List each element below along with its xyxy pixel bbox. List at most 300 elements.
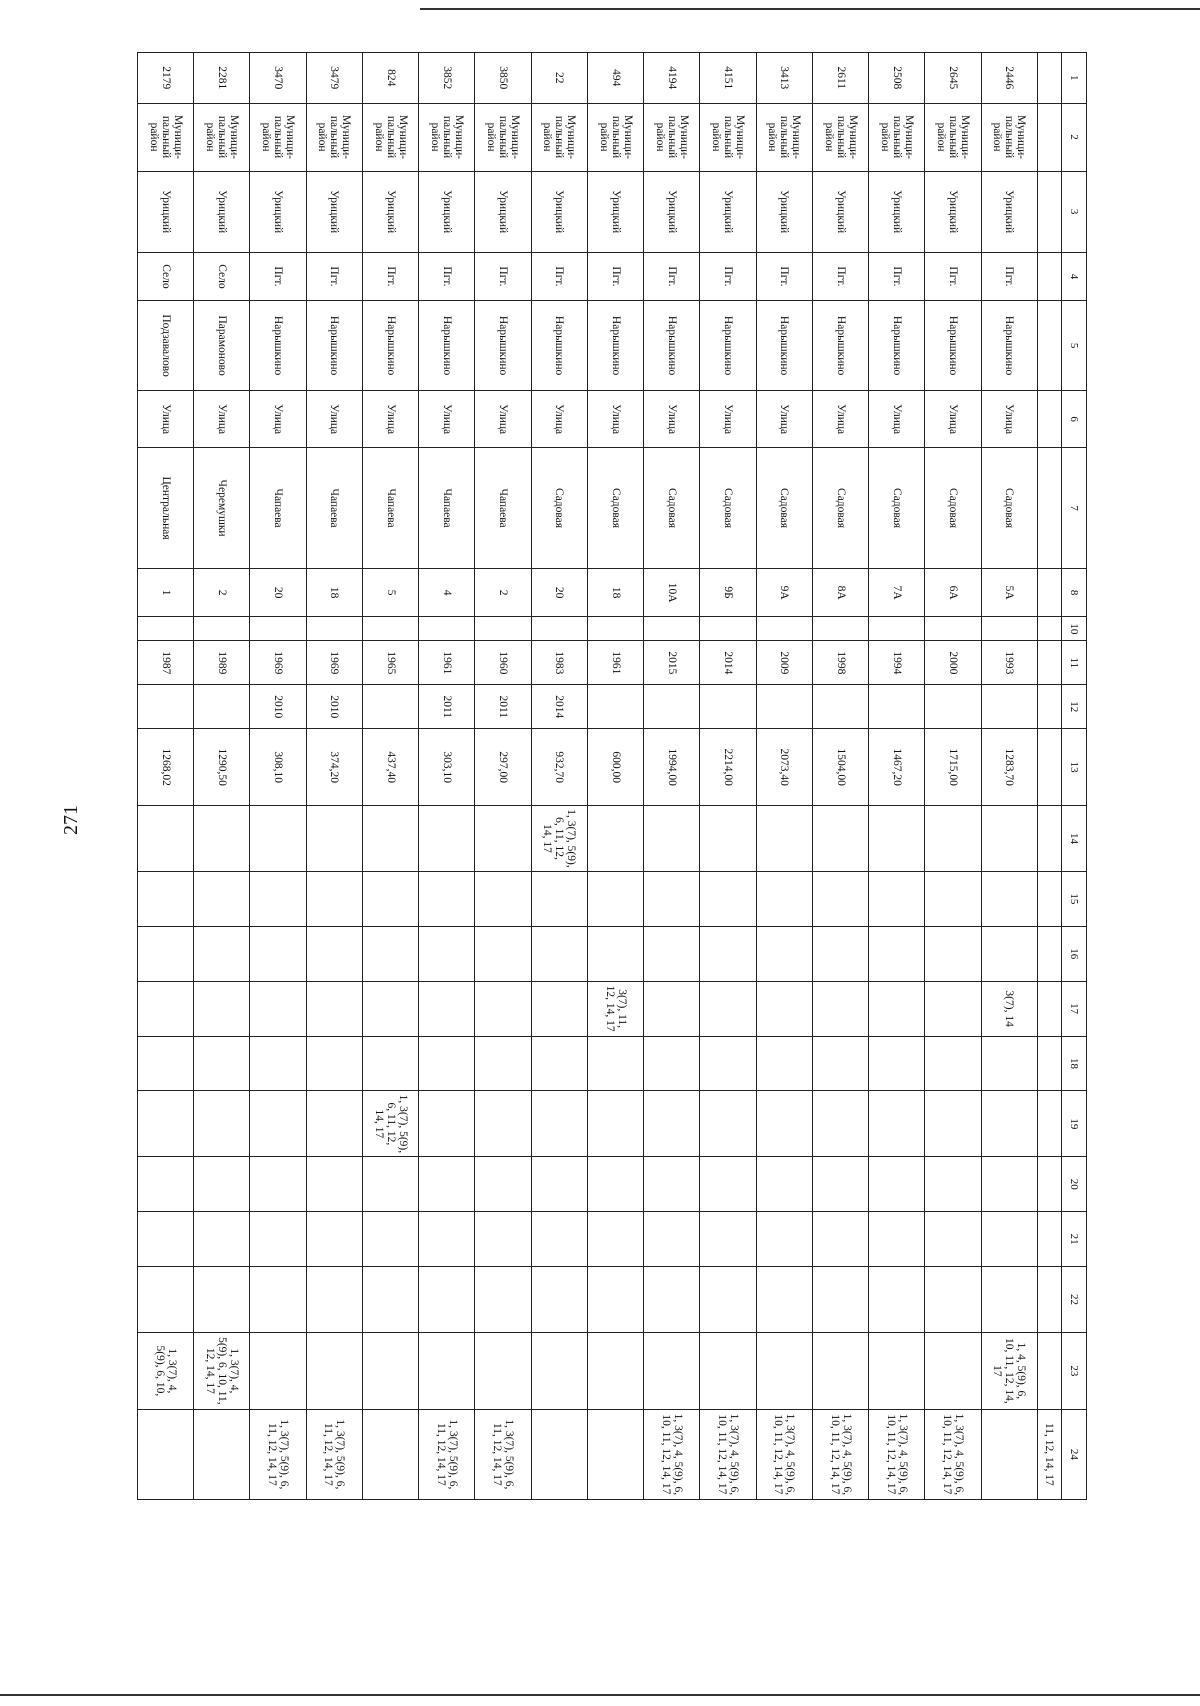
table-cell-c24: 1, 3(7), 5(9), 6, 11, 12, 14, 17 [306,1409,362,1499]
table-cell-c6: Улица [531,391,587,448]
table-cell-c13: 1290,50 [194,729,250,806]
table-cell-c3: Урицкий [306,171,362,252]
table-cell-c18 [981,1036,1037,1091]
table-cell-c19 [981,1091,1037,1157]
table-row [869,53,925,1500]
table-cell-c6: Улица [363,391,419,448]
table-cell-c15 [981,871,1037,926]
table-cell-c20 [306,1157,362,1212]
table-cell-c12 [644,685,700,729]
table-cell-c21 [531,1212,587,1267]
table-cell-c12 [925,685,981,729]
table-cell-c14 [475,806,531,872]
table-cell-c21 [475,1212,531,1267]
table-cell-c5: Нарышкино [981,301,1037,391]
table-cell-c21 [756,1212,812,1267]
table-cell-c4: Пгт. [925,252,981,300]
table-cell-c6: Улица [250,391,306,448]
table-cell [1038,641,1062,685]
table-cell [1038,926,1062,981]
table-cell-c10 [756,617,812,641]
table-cell-c23 [644,1332,700,1409]
table-cell [1038,568,1062,616]
table-cell-c5: Нарышкино [419,301,475,391]
table-cell-c1: 2611 [813,53,869,104]
table-cell [1038,53,1062,104]
table-cell-c21 [588,1212,644,1267]
table-cell-c12: 2011 [475,685,531,729]
table-cell-c19 [756,1091,812,1157]
table-cell-c2: Муници-пальный район [756,103,812,171]
table-cell-c18 [419,1036,475,1091]
table-cell-c19 [531,1091,587,1157]
column-number-header: 3 [1062,171,1087,252]
table-cell-c17 [138,981,194,1036]
table-cell-c6: Улица [869,391,925,448]
table-cell-c5: Нарышкино [700,301,756,391]
table-cell-c20 [925,1157,981,1212]
table-cell-c8: 8А [813,568,869,616]
table-cell-c20 [644,1157,700,1212]
table-cell-c17 [700,981,756,1036]
table-cell-c19 [644,1091,700,1157]
table-cell-c6: Улица [644,391,700,448]
table-cell-c3: Урицкий [250,171,306,252]
table-cell-c3: Урицкий [644,171,700,252]
table-cell-c7: Центральная [138,448,194,569]
table-cell-c11: 1998 [813,641,869,685]
table-cell [1038,1267,1062,1333]
table-cell-c16 [644,926,700,981]
top-rule [420,8,1200,10]
table-cell-c14 [250,806,306,872]
table-cell-c22 [194,1267,250,1333]
table-cell-c23 [363,1332,419,1409]
table-cell-c17: 3(7), 11, 12, 14, 17 [588,981,644,1036]
table-cell-c8: 10А [644,568,700,616]
table-cell-c3: Урицкий [194,171,250,252]
table-cell-c17: 3(7), 14 [981,981,1037,1036]
table-cell [1038,871,1062,926]
table-cell [1038,448,1062,569]
table-cell-c21 [419,1212,475,1267]
table-cell-c14 [644,806,700,872]
table-cell-c2: Муници-пальный район [531,103,587,171]
table-cell-c24 [363,1409,419,1499]
column-number-header: 14 [1062,806,1087,872]
table-cell-c10 [588,617,644,641]
table-cell-c20 [419,1157,475,1212]
table-cell-c21 [813,1212,869,1267]
table-cell-c16 [531,926,587,981]
table-cell-c16 [250,926,306,981]
table-cell-c2: Муници-пальный район [250,103,306,171]
table-cell-c16 [756,926,812,981]
table-cell-c17 [419,981,475,1036]
table-cell-c19 [306,1091,362,1157]
table-cell-c21 [981,1212,1037,1267]
table-cell-c16 [981,926,1037,981]
table-cell-c4: Пгт. [756,252,812,300]
table-cell-c22 [700,1267,756,1333]
table-cell-c13: 1283,70 [981,729,1037,806]
table-cell-c5: Нарышкино [869,301,925,391]
table-cell-c21 [644,1212,700,1267]
table-cell-c16 [419,926,475,981]
column-number-header: 2 [1062,103,1087,171]
table-cell-c8: 7А [869,568,925,616]
table-cell-c12 [813,685,869,729]
table-cell-c5: Нарышкино [588,301,644,391]
table-cell-c4: Пгт. [363,252,419,300]
table-cell-c24 [531,1409,587,1499]
table-cell-c18 [644,1036,700,1091]
column-number-row [1062,53,1087,1500]
table-cell-c1: 2645 [925,53,981,104]
table-cell-c18 [475,1036,531,1091]
table-body [138,53,1062,1500]
table-cell-c22 [813,1267,869,1333]
table-cell-c2: Муници-пальный район [644,103,700,171]
table-cell-c19 [925,1091,981,1157]
column-number-header: 7 [1062,448,1087,569]
table-cell-c20 [531,1157,587,1212]
table-cell-c24: 1, 3(7), 4, 5(9), 6, 10, 11, 12, 14, 17 [644,1409,700,1499]
table-cell-c15 [138,871,194,926]
table-cell-c6: Улица [419,391,475,448]
table-cell-c11: 2014 [700,641,756,685]
table-cell-c3: Урицкий [700,171,756,252]
table-cell-c11: 1961 [419,641,475,685]
table-cell-c6: Улица [475,391,531,448]
table-cell-c17 [475,981,531,1036]
table-cell-c19 [419,1091,475,1157]
table-cell-c20 [250,1157,306,1212]
table-cell-c14 [700,806,756,872]
table-cell-c1: 3479 [306,53,362,104]
table-cell-c7: Садовая [644,448,700,569]
table-cell-c11: 1987 [138,641,194,685]
table-cell-c7: Чапаева [250,448,306,569]
table-cell-c3: Урицкий [588,171,644,252]
table-cell-c1: 2179 [138,53,194,104]
table-cell-c24: 1, 3(7), 4, 5(9), 6, 10, 11, 12, 14, 17 [869,1409,925,1499]
table-cell-c1: 2281 [194,53,250,104]
table-cell-c20 [700,1157,756,1212]
table-cell-c10 [306,617,362,641]
table-cell-c1: 4151 [700,53,756,104]
table-cell-c15 [813,871,869,926]
table-cell-c24: 1, 3(7), 4, 5(9), 6, 10, 11, 12, 14, 17 [813,1409,869,1499]
table-cell-c7: Садовая [981,448,1037,569]
table-cell-c16 [700,926,756,981]
table-cell-c1: 3470 [250,53,306,104]
column-number-header: 16 [1062,926,1087,981]
table-cell-c8: 2 [475,568,531,616]
table-cell [1038,617,1062,641]
table-cell-c12 [588,685,644,729]
table-cell-c10 [475,617,531,641]
table-cell-c23 [306,1332,362,1409]
table-cell-c20 [363,1157,419,1212]
table-cell-c17 [869,981,925,1036]
table-cell-c1: 3413 [756,53,812,104]
table-cell-c13: 2073,40 [756,729,812,806]
column-number-header: 11 [1062,641,1087,685]
table-cell-c13: 1268,02 [138,729,194,806]
table-cell-c13: 600,00 [588,729,644,806]
table-cell-c6: Улица [306,391,362,448]
table-cell-c21 [363,1212,419,1267]
table-cell-c5: Нарышкино [756,301,812,391]
table-row [588,53,644,1500]
table-cell-c8: 5А [981,568,1037,616]
table-cell-c3: Урицкий [925,171,981,252]
table-cell-c20 [138,1157,194,1212]
table-cell-c11: 2009 [756,641,812,685]
table-cell-c8: 1 [138,568,194,616]
table-cell-c7: Чапаева [306,448,362,569]
table-cell-c4: Пгт. [700,252,756,300]
table-cell-c22 [419,1267,475,1333]
table-cell-c18 [869,1036,925,1091]
column-number-header: 24 [1062,1409,1087,1499]
table-cell-c15 [588,871,644,926]
table-cell [1038,103,1062,171]
table-cell-c19 [194,1091,250,1157]
table-row [644,53,700,1500]
table-cell-c21 [700,1212,756,1267]
column-number-header: 21 [1062,1212,1087,1267]
table-cell-c18 [700,1036,756,1091]
table-cell-c15 [194,871,250,926]
table-cell-c2: Муници-пальный район [475,103,531,171]
table-cell-c10 [869,617,925,641]
table-cell-c3: Урицкий [475,171,531,252]
table-cell-c15 [644,871,700,926]
table-cell-c2: Муници-пальный район [306,103,362,171]
table-cell-c7: Чапаева [363,448,419,569]
table-cell-c13: 308,10 [250,729,306,806]
table-cell-c7: Садовая [700,448,756,569]
table-cell-c17 [363,981,419,1036]
table-cell-c2: Муници-пальный район [194,103,250,171]
table-cell-c22 [475,1267,531,1333]
column-number-header: 6 [1062,391,1087,448]
column-number-header: 18 [1062,1036,1087,1091]
table-cell-c3: Урицкий [138,171,194,252]
table-cell-c8: 20 [531,568,587,616]
table-cell-c17 [756,981,812,1036]
table-cell-c11: 1993 [981,641,1037,685]
table-cell-c12 [194,685,250,729]
table-row [306,53,362,1500]
table-cell-c14 [981,806,1037,872]
table-cell-c6: Улица [981,391,1037,448]
table-cell-c24: 1, 3(7), 5(9), 6, 11, 12, 14, 17 [475,1409,531,1499]
table-cell-c15 [419,871,475,926]
table-cell-c22 [925,1267,981,1333]
table-cell-c17 [813,981,869,1036]
table-cell-c24: 1, 3(7), 4, 5(9), 6, 10, 11, 12, 14, 17 [700,1409,756,1499]
table-cell-c8: 9Б [700,568,756,616]
table-cell-c15 [306,871,362,926]
table-cell-c17 [194,981,250,1036]
table-cell-c12: 2010 [250,685,306,729]
table-cell-c22 [250,1267,306,1333]
table-cell-c13: 297,00 [475,729,531,806]
table-cell-c4: Пгт. [306,252,362,300]
table-cell-c11: 1965 [363,641,419,685]
table-cell-c22 [138,1267,194,1333]
table-cell-c23 [700,1332,756,1409]
table-cell-c7: Чапаева [475,448,531,569]
carryover-row [1038,53,1062,1500]
table-cell-c12 [981,685,1037,729]
table-cell-c22 [588,1267,644,1333]
table-cell-c18 [756,1036,812,1091]
column-number-header: 8 [1062,568,1087,616]
table-cell-c14 [588,806,644,872]
table-cell-c2: Муници-пальный район [700,103,756,171]
table-cell-c1: 3850 [475,53,531,104]
table-cell-c21 [194,1212,250,1267]
table-cell-c5: Нарышкино [925,301,981,391]
table-cell-c8: 6А [925,568,981,616]
table-cell-c14 [869,806,925,872]
table-cell-c1: 2508 [869,53,925,104]
table-cell-c8: 20 [250,568,306,616]
column-number-header: 20 [1062,1157,1087,1212]
table-cell-c1: 824 [363,53,419,104]
table-cell-c16 [475,926,531,981]
table-cell-c19 [813,1091,869,1157]
table-cell-c23: 1, 3(7), 4, 5(9), 6, 10, 11, 12, 14, 17 [194,1332,250,1409]
table-cell-c12: 2011 [419,685,475,729]
table-cell-c13: 932,70 [531,729,587,806]
table-cell-c6: Улица [756,391,812,448]
table-cell-c12 [700,685,756,729]
table-cell-c10 [419,617,475,641]
table-cell-c23: 1, 4, 5(9), 6, 10, 11, 12, 14, 17 [981,1332,1037,1409]
column-number-header: 12 [1062,685,1087,729]
table-cell-c18 [250,1036,306,1091]
table-cell-c11: 2015 [644,641,700,685]
table-cell-c10 [138,617,194,641]
table-cell-c2: Муници-пальный район [981,103,1037,171]
table-cell-c18 [531,1036,587,1091]
table-cell-c1: 4194 [644,53,700,104]
table-cell-c22 [531,1267,587,1333]
table-cell-c10 [644,617,700,641]
table-cell-c22 [306,1267,362,1333]
table-cell-c15 [756,871,812,926]
table-cell-c19 [475,1091,531,1157]
table-cell-c1: 22 [531,53,587,104]
table-cell-c10 [813,617,869,641]
table-cell-c16 [813,926,869,981]
table-cell-c2: Муници-пальный район [869,103,925,171]
register-table [137,52,1087,1500]
table-cell-c14 [419,806,475,872]
table-cell [1038,391,1062,448]
table-cell-c13: 1467,20 [869,729,925,806]
table-cell-c6: Улица [813,391,869,448]
table-row [138,53,194,1500]
table-cell-c4: Пгт. [419,252,475,300]
table-cell-c14: 1, 3(7), 5(9), 6, 11, 12, 14, 17 [531,806,587,872]
table-cell-c23 [925,1332,981,1409]
table-cell-c10 [925,617,981,641]
table-cell-c17 [925,981,981,1036]
table-cell-c14 [138,806,194,872]
table-row [250,53,306,1500]
table-cell-c12: 2010 [306,685,362,729]
table-cell-c20 [756,1157,812,1212]
table-cell-c23 [869,1332,925,1409]
table-cell-c15 [700,871,756,926]
table-cell-c15 [250,871,306,926]
table-row [531,53,587,1500]
table-cell-c5: Нарышкино [644,301,700,391]
table-cell-c19: 1, 3(7), 5(9), 6, 11, 12, 14, 17 [363,1091,419,1157]
table-cell-c23 [588,1332,644,1409]
table-cell-c8: 4 [419,568,475,616]
table-cell-c10 [250,617,306,641]
table-cell-c8: 9А [756,568,812,616]
table-cell-c23 [756,1332,812,1409]
table-cell [1038,1332,1062,1409]
table-cell-c20 [588,1157,644,1212]
table-cell-c19 [869,1091,925,1157]
table-cell-c7: Садовая [756,448,812,569]
table-cell-c18 [813,1036,869,1091]
table-cell [1038,729,1062,806]
table-cell-c20 [869,1157,925,1212]
table-cell-c21 [869,1212,925,1267]
table-cell-c14 [194,806,250,872]
table-cell-c10 [981,617,1037,641]
table-cell-c2: Муници-пальный район [138,103,194,171]
table-cell-c23 [250,1332,306,1409]
table-cell-c3: Урицкий [363,171,419,252]
table-row [756,53,812,1500]
table-cell-c1: 494 [588,53,644,104]
table-cell-c19 [700,1091,756,1157]
table-cell-c17 [250,981,306,1036]
column-number-header: 19 [1062,1091,1087,1157]
table-cell-c18 [194,1036,250,1091]
table-cell-c23 [419,1332,475,1409]
table-cell-c7: Черемушки [194,448,250,569]
column-number-header: 22 [1062,1267,1087,1333]
table-cell-c8: 18 [588,568,644,616]
table-cell-c3: Урицкий [981,171,1037,252]
table-cell-c23 [531,1332,587,1409]
table-cell-c4: Пгт. [869,252,925,300]
table-cell-c16 [588,926,644,981]
table-cell-c12 [138,685,194,729]
table-cell-c23 [475,1332,531,1409]
table-cell-c5: Нарышкино [813,301,869,391]
table-cell-c11: 1994 [869,641,925,685]
table-cell-c24 [138,1409,194,1499]
table-cell-c19 [138,1091,194,1157]
table-cell-c5: Подзавалово [138,301,194,391]
table-cell-c18 [138,1036,194,1091]
table-cell-c1: 2446 [981,53,1037,104]
table-cell-c14 [813,806,869,872]
